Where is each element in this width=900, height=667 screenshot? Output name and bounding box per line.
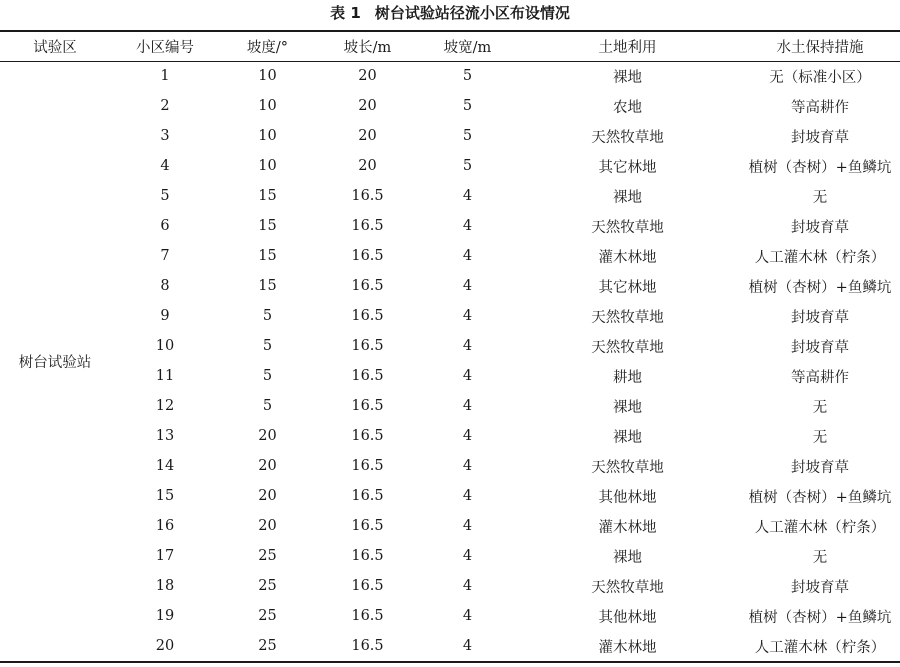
bottom-rule — [0, 661, 900, 663]
header-cell: 坡度/° — [246, 40, 289, 56]
header-cell: 试验区 — [33, 40, 77, 56]
table-cell: 封坡育草 — [791, 219, 849, 236]
table-cell: 植树（杏树）+鱼鳞坑 — [748, 159, 892, 176]
table-cell: 天然牧草地 — [591, 309, 664, 326]
table-cell: 10 — [258, 128, 277, 144]
table-cell: 灌木林地 — [598, 519, 657, 536]
table-row — [0, 451, 900, 481]
table-caption — [0, 2, 900, 24]
table-cell: 25 — [258, 608, 277, 624]
table-cell: 其它林地 — [598, 279, 657, 296]
table-cell: 10 — [258, 98, 277, 114]
table-cell: 植树（杏树）+鱼鳞坑 — [748, 279, 892, 296]
table-cell: 16.5 — [351, 308, 384, 324]
table-row — [0, 631, 900, 661]
table-cell: 5 — [462, 158, 473, 174]
table-cell: 无 — [812, 189, 828, 206]
header-cell: 坡宽/m — [443, 40, 492, 56]
table-cell: 16.5 — [351, 338, 384, 354]
table-cell: 4 — [462, 488, 473, 504]
table-cell: 5 — [160, 188, 170, 204]
table-cell: 16.5 — [351, 488, 384, 504]
table-cell: 16.5 — [351, 638, 384, 654]
table-row — [0, 541, 900, 571]
table-row — [0, 391, 900, 421]
table-row — [0, 421, 900, 451]
table-cell: 20 — [358, 158, 377, 174]
table-cell: 植树（杏树）+鱼鳞坑 — [748, 489, 892, 506]
table-cell: 20 — [358, 68, 377, 84]
header-cell: 坡长/m — [343, 40, 392, 56]
table-cell: 4 — [462, 398, 473, 414]
table-cell: 5 — [262, 308, 273, 324]
table-row — [0, 181, 900, 211]
table-cell: 封坡育草 — [791, 459, 849, 476]
table-cell: 9 — [160, 308, 170, 324]
table-cell: 20 — [258, 428, 277, 444]
table-cell: 4 — [462, 428, 473, 444]
table-cell: 25 — [258, 638, 277, 654]
table-cell: 20 — [258, 518, 277, 534]
table-row — [0, 601, 900, 631]
table-cell: 16.5 — [351, 248, 384, 264]
table-row — [0, 511, 900, 541]
table-cell: 封坡育草 — [791, 579, 849, 596]
table-cell: 1 — [160, 68, 170, 84]
table-cell: 25 — [258, 548, 277, 564]
table-cell: 封坡育草 — [791, 309, 849, 326]
table-cell: 4 — [462, 368, 473, 384]
table-row — [0, 361, 900, 391]
table-cell: 16.5 — [351, 278, 384, 294]
table-cell: 其它林地 — [598, 159, 657, 176]
table-cell: 4 — [462, 338, 473, 354]
table-cell: 灌木林地 — [598, 639, 657, 656]
table-cell: 3 — [160, 128, 170, 144]
table-cell: 农地 — [613, 99, 642, 116]
table-cell: 20 — [258, 488, 277, 504]
table-cell: 4 — [160, 158, 170, 174]
table-cell: 16.5 — [351, 368, 384, 384]
table-cell: 5 — [262, 398, 273, 414]
table-cell: 封坡育草 — [791, 129, 849, 146]
table-row — [0, 61, 900, 91]
table-cell: 15 — [258, 188, 277, 204]
table-cell: 无 — [812, 429, 828, 446]
table-cell: 15 — [258, 218, 277, 234]
table-cell: 4 — [462, 248, 473, 264]
table-row — [0, 211, 900, 241]
table-cell: 其他林地 — [598, 489, 657, 506]
table-cell: 天然牧草地 — [591, 339, 664, 356]
table-cell: 4 — [462, 608, 473, 624]
table-row — [0, 271, 900, 301]
table-cell: 人工灌木林（柠条） — [754, 249, 886, 266]
header-cell: 小区编号 — [136, 40, 194, 56]
table-cell: 16.5 — [351, 548, 384, 564]
table-row — [0, 241, 900, 271]
table-row — [0, 301, 900, 331]
table-cell: 植树（杏树）+鱼鳞坑 — [748, 609, 892, 626]
table-row — [0, 481, 900, 511]
table-cell: 5 — [262, 368, 273, 384]
table-cell: 裸地 — [613, 399, 642, 416]
table-cell: 等高耕作 — [791, 369, 849, 386]
table-cell: 16.5 — [351, 188, 384, 204]
plot-table — [0, 32, 900, 661]
table-cell: 人工灌木林（柠条） — [754, 519, 886, 536]
table-cell: 18 — [155, 578, 175, 594]
table-cell: 4 — [462, 218, 473, 234]
table-cell: 15 — [258, 248, 277, 264]
table-cell: 15 — [258, 278, 277, 294]
table-title: 树台试验站径流小区布设情况 — [374, 4, 570, 22]
table-cell: 10 — [258, 158, 277, 174]
table-cell: 灌木林地 — [598, 249, 657, 266]
table-cell: 20 — [258, 458, 277, 474]
table-cell: 裸地 — [613, 549, 642, 566]
table-cell: 10 — [155, 338, 175, 354]
table-cell: 16.5 — [351, 608, 384, 624]
table-cell: 8 — [160, 278, 170, 294]
table-cell: 25 — [258, 578, 277, 594]
table-cell: 10 — [258, 68, 277, 84]
table-cell: 4 — [462, 518, 473, 534]
table-cell: 无 — [812, 549, 828, 566]
table-cell: 天然牧草地 — [591, 579, 664, 596]
table-cell: 16.5 — [351, 458, 384, 474]
table-cell: 2 — [160, 98, 170, 114]
table-cell: 13 — [155, 428, 175, 444]
table-cell: 20 — [358, 128, 377, 144]
table-cell: 15 — [155, 488, 175, 504]
table-number: 表 1 — [330, 4, 361, 22]
table-cell: 4 — [462, 548, 473, 564]
table-cell: 20 — [358, 98, 377, 114]
table-cell: 耕地 — [613, 369, 642, 386]
table-cell: 等高耕作 — [791, 99, 849, 116]
table-cell: 4 — [462, 458, 473, 474]
table-cell: 5 — [462, 68, 473, 84]
table-cell: 封坡育草 — [791, 339, 849, 356]
table-cell: 无（标准小区） — [769, 69, 871, 86]
table-cell: 19 — [155, 608, 175, 624]
header-cell: 水土保持措施 — [776, 40, 864, 56]
table-cell: 其他林地 — [598, 609, 657, 626]
table-cell: 16 — [155, 518, 175, 534]
header-row — [0, 32, 900, 61]
table-cell: 16.5 — [351, 428, 384, 444]
table-cell: 17 — [155, 548, 175, 564]
table-cell: 天然牧草地 — [591, 129, 664, 146]
table-cell: 裸地 — [613, 189, 642, 206]
header-cell: 土地利用 — [598, 40, 657, 56]
table-row — [0, 571, 900, 601]
table-cell: 20 — [155, 638, 175, 654]
table-cell: 14 — [155, 458, 175, 474]
table-cell: 5 — [462, 98, 473, 114]
table-cell: 16.5 — [351, 518, 384, 534]
table-row — [0, 151, 900, 181]
table-row — [0, 331, 900, 361]
table-cell: 裸地 — [613, 69, 642, 86]
table-row — [0, 91, 900, 121]
table-cell: 5 — [262, 338, 273, 354]
table-cell: 4 — [462, 638, 473, 654]
table-cell: 4 — [462, 308, 473, 324]
table-cell: 12 — [155, 398, 175, 414]
table-row — [0, 121, 900, 151]
table-cell: 人工灌木林（柠条） — [754, 639, 886, 656]
table-cell: 16.5 — [351, 398, 384, 414]
table-cell: 无 — [812, 399, 828, 416]
table-cell: 裸地 — [613, 429, 642, 446]
table-cell: 16.5 — [351, 578, 384, 594]
site-cell: 树台试验站 — [18, 354, 92, 371]
table-cell: 天然牧草地 — [591, 459, 664, 476]
table-cell: 11 — [155, 368, 175, 384]
table-cell: 4 — [462, 578, 473, 594]
table-cell: 天然牧草地 — [591, 219, 664, 236]
table-cell: 4 — [462, 188, 473, 204]
table-cell: 5 — [462, 128, 473, 144]
table-cell: 6 — [160, 218, 170, 234]
table-cell: 16.5 — [351, 218, 384, 234]
table-cell: 4 — [462, 278, 473, 294]
table-cell: 7 — [160, 248, 170, 264]
